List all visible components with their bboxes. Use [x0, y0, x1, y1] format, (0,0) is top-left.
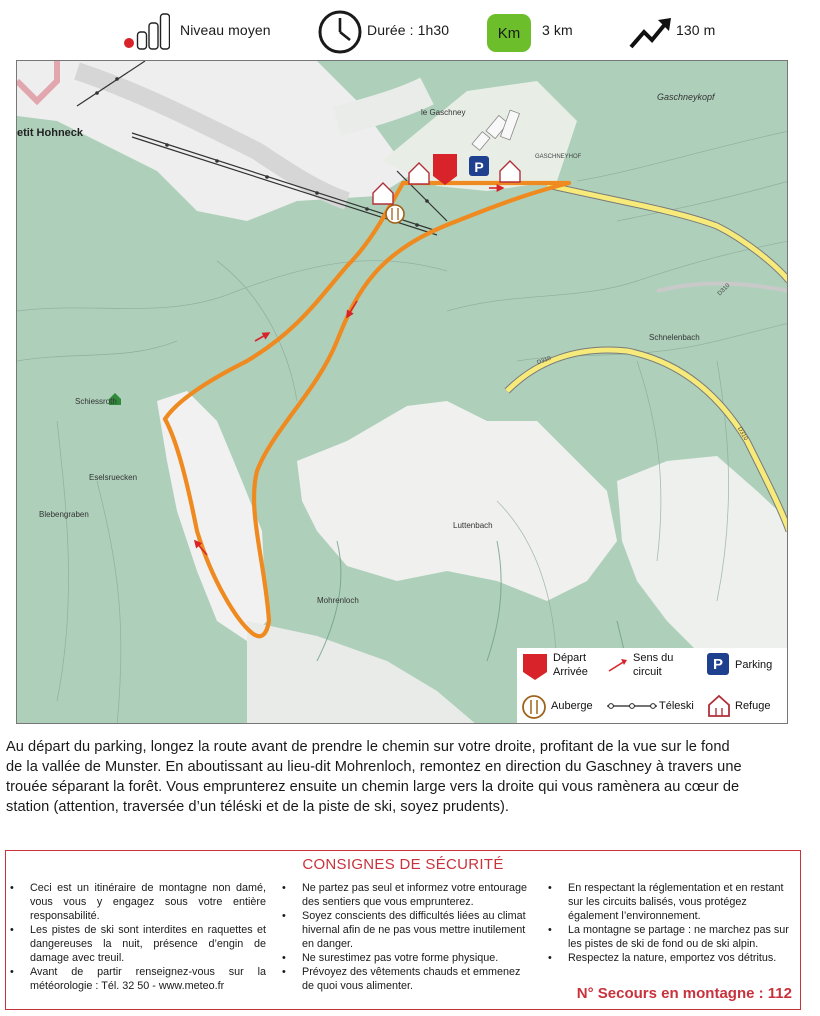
legend-parking: Parking	[735, 659, 773, 671]
safety-item: • Les pistes de ski sont interdites en raquettes et dangereuses la nuit, présence d’engin de damage avec treuil.	[8, 923, 266, 965]
level-label: Niveau moyen	[180, 22, 271, 38]
difficulty-bars-icon	[120, 10, 170, 54]
safety-item: • Ne surestimez pas votre forme physique.	[280, 951, 530, 965]
auberge-icon	[386, 205, 404, 223]
hiking-map	[16, 60, 788, 724]
elevation-gain-icon	[628, 16, 674, 50]
safety-column-1	[8, 881, 266, 993]
safety-item: • Avant de partir renseignez-vous sur la météorologie : Tél. 32 50 - www.meteo.fr	[8, 965, 266, 993]
description-line: de la vallée de Munster. En aboutissant au lieu-dit Mohrenloch, remontez en direction du Gaschney à travers une	[6, 759, 742, 775]
legend-sens-1: Sens du	[633, 652, 674, 664]
svg-text:P: P	[474, 159, 484, 175]
legend-arrivee: Arrivée	[553, 666, 588, 678]
legend-auberge-icon	[521, 694, 547, 720]
safety-item: • En respectant la réglementation et en restant sur les circuits balisés, vous protégez également l’environnement.	[546, 881, 796, 923]
legend-refuge: Refuge	[735, 700, 771, 712]
map-canvas	[17, 61, 788, 724]
emergency-number: N° Secours en montagne : 112	[576, 985, 792, 1002]
description-line: station (attention, traversée d’un téléski et de la piste de ski, soyez prudents).	[6, 799, 509, 815]
legend-parking-icon: P	[707, 653, 729, 675]
place-luttenbach: Luttenbach	[453, 521, 493, 530]
km-badge: Km	[487, 14, 531, 52]
place-schiessroth: Schiessroth	[75, 397, 117, 406]
safety-item: • Ceci est un itinéraire de montagne non damé, vous vous y engagez sous votre entière responsabilité.	[8, 881, 266, 923]
road-label-3: D310	[735, 426, 749, 442]
description-line: Au départ du parking, longez la route avant de prendre le chemin sur votre droite, profitant de la vue sur le fond	[6, 739, 730, 755]
legend-auberge: Auberge	[551, 700, 593, 712]
safety-item: • La montagne se partage : ne marchez pas sur les pistes de ski de fond ou de ski alpin.	[546, 923, 796, 951]
clock-icon	[318, 10, 362, 54]
legend-refuge-icon	[707, 694, 731, 718]
safety-item: • Prévoyez des vêtements chauds et emmenez de quoi vous alimenter.	[280, 965, 530, 993]
place-schnelenbach: Schnelenbach	[649, 333, 700, 342]
legend-teleski-icon	[607, 700, 657, 712]
map-legend	[517, 648, 787, 724]
route-description	[6, 737, 806, 817]
legend-depart: Départ	[553, 652, 587, 664]
safety-title: CONSIGNES DE SÉCURITÉ	[302, 856, 504, 873]
legend-sens-2: circuit	[633, 666, 662, 678]
legend-sens-arrow-icon	[607, 658, 629, 674]
place-petit-hohneck: etit Hohneck	[17, 127, 84, 139]
legend-teleski: Téleski	[659, 700, 694, 712]
info-header	[0, 0, 820, 60]
place-blebengraben: Blebengraben	[39, 510, 89, 519]
duration-label: Durée : 1h30	[367, 22, 450, 38]
road-label-1: D310	[536, 355, 552, 367]
safety-item: • Ne partez pas seul et informez votre entourage des sentiers que vous emprunterez.	[280, 881, 530, 909]
safety-item: • Soyez conscients des difficultés liées au climat hivernal afin de ne pas vous mettre inutilement en danger.	[280, 909, 530, 951]
safety-item: • Respectez la nature, emportez vos détritus.	[546, 951, 796, 965]
place-gaschneykopf: Gaschneykopf	[657, 92, 715, 102]
parking-sign	[469, 156, 489, 176]
place-gaschneyhof: GASCHNEYHOF	[535, 154, 582, 160]
safety-box	[5, 850, 801, 1010]
place-mohrenloch: Mohrenloch	[317, 596, 359, 605]
safety-column-2	[280, 881, 530, 993]
description-line: trouée séparant la forêt. Vous emprunterez ensuite un chemin large vers la droite qui vous ramènera au cœur de	[6, 779, 740, 795]
safety-column-3	[546, 881, 796, 965]
road-label-2: D310	[716, 282, 732, 298]
place-le-gaschney: le Gaschney	[421, 108, 466, 117]
distance-label: 3 km	[542, 22, 573, 38]
legend-depart-icon	[521, 652, 549, 680]
place-eselsruecken: Eselsruecken	[89, 473, 138, 482]
elevation-label: 130 m	[676, 22, 716, 38]
